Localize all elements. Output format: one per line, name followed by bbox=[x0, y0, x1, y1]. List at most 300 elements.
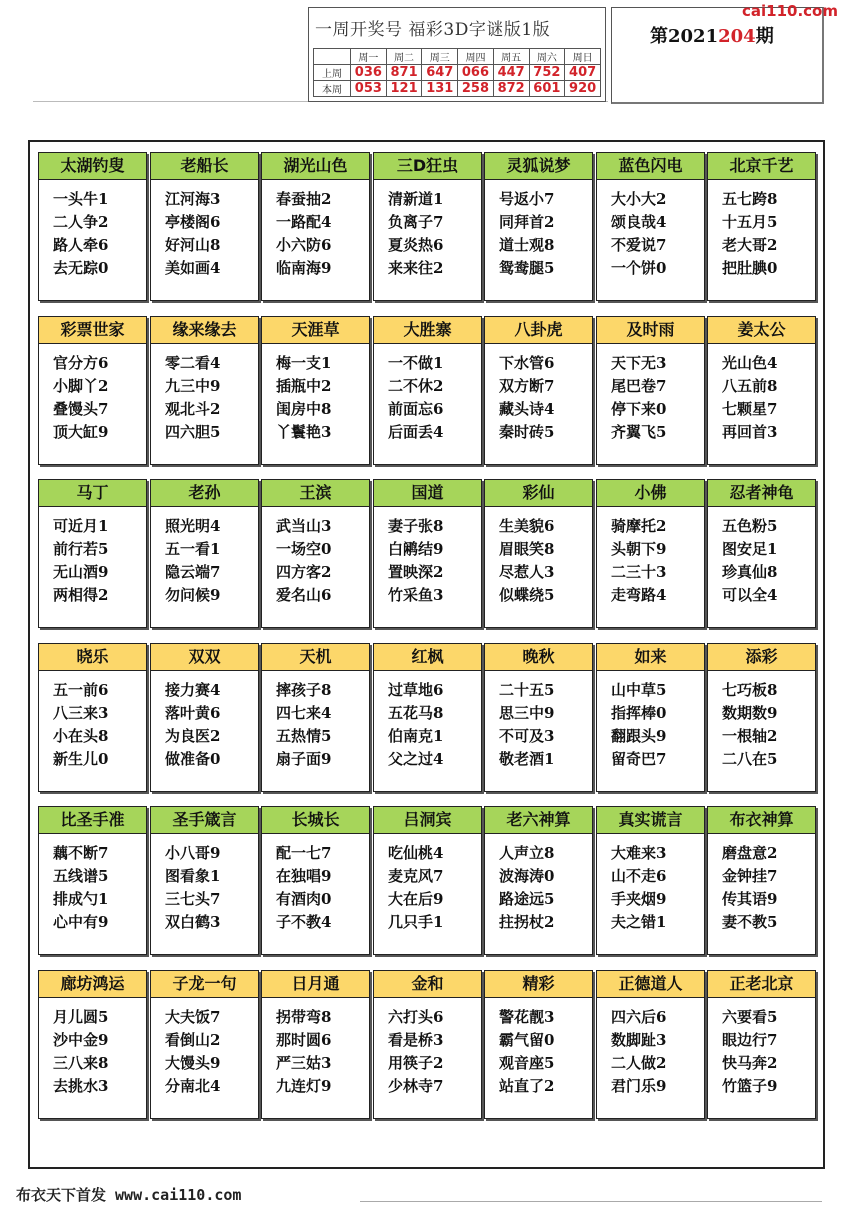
issue-prefix: 第2021 bbox=[650, 26, 719, 47]
card-body bbox=[374, 507, 481, 607]
card-body bbox=[262, 998, 369, 1098]
riddle-line: 二三十3 bbox=[611, 563, 667, 581]
riddle-line: 光山色4 bbox=[722, 354, 778, 372]
card-title: 老孙 bbox=[151, 480, 258, 507]
riddle-card bbox=[150, 479, 259, 628]
card-body bbox=[374, 998, 481, 1098]
riddle-line: 做准备0 bbox=[165, 750, 221, 768]
day-label: 周二 bbox=[386, 49, 422, 65]
riddle-line: 天下无3 bbox=[611, 354, 667, 372]
riddle-line: 临南海9 bbox=[276, 259, 332, 277]
riddle-line: 小在头8 bbox=[53, 727, 109, 745]
card-body bbox=[708, 344, 815, 444]
card-body bbox=[708, 507, 815, 607]
riddle-line: 严三姑3 bbox=[276, 1054, 332, 1072]
riddle-card bbox=[484, 479, 593, 628]
draw-number: 066 bbox=[458, 65, 494, 81]
riddle-line: 为良医2 bbox=[165, 727, 221, 745]
card-body bbox=[39, 507, 146, 607]
riddle-card bbox=[373, 152, 482, 301]
riddle-line: 七巧板8 bbox=[722, 681, 778, 699]
riddle-line: 藏头诗4 bbox=[499, 400, 555, 418]
riddle-card bbox=[38, 643, 147, 792]
riddle-card bbox=[484, 806, 593, 955]
weekly-draw-table bbox=[313, 48, 601, 97]
riddle-card bbox=[484, 316, 593, 465]
card-body bbox=[374, 344, 481, 444]
card-title: 老船长 bbox=[151, 153, 258, 180]
card-title: 彩仙 bbox=[485, 480, 592, 507]
riddle-line: 拐带弯8 bbox=[276, 1008, 332, 1026]
card-title: 北京千艺 bbox=[708, 153, 815, 180]
card-body bbox=[708, 671, 815, 771]
draw-number: 053 bbox=[351, 81, 387, 97]
card-body bbox=[151, 507, 258, 607]
riddle-line: 站直了2 bbox=[499, 1077, 555, 1095]
riddle-line: 一不做1 bbox=[388, 354, 444, 372]
riddle-line: 春蚕抽2 bbox=[276, 190, 332, 208]
riddle-line: 扇子面9 bbox=[276, 750, 332, 768]
riddle-line: 五七跨8 bbox=[722, 190, 778, 208]
riddle-line: 快马奔2 bbox=[722, 1054, 778, 1072]
card-title: 缘来缘去 bbox=[151, 317, 258, 344]
riddle-card bbox=[484, 970, 593, 1119]
riddle-line: 手夹烟9 bbox=[611, 890, 667, 908]
card-body bbox=[597, 344, 704, 444]
riddle-line: 颂良哉4 bbox=[611, 213, 667, 231]
riddle-line: 一头牛1 bbox=[53, 190, 109, 208]
riddle-line: 把肚腆0 bbox=[722, 259, 778, 277]
card-title: 八卦虎 bbox=[485, 317, 592, 344]
riddle-line: 一路配4 bbox=[276, 213, 332, 231]
riddle-line: 走弯路4 bbox=[611, 586, 667, 604]
riddle-card bbox=[150, 152, 259, 301]
riddle-line: 可近月1 bbox=[53, 517, 109, 535]
card-body bbox=[597, 834, 704, 934]
row-label-last-week: 上周 bbox=[314, 65, 351, 81]
card-title: 湖光山色 bbox=[262, 153, 369, 180]
riddle-line: 负离子7 bbox=[388, 213, 444, 231]
draw-number: 752 bbox=[529, 65, 565, 81]
riddle-line: 一根轴2 bbox=[722, 727, 778, 745]
riddle-line: 好河山8 bbox=[165, 236, 221, 254]
draw-number: 871 bbox=[386, 65, 422, 81]
riddle-line: 麦克风7 bbox=[388, 867, 444, 885]
riddle-line: 眼边行7 bbox=[722, 1031, 778, 1049]
riddle-line: 九三中9 bbox=[165, 377, 221, 395]
riddle-line: 两相得2 bbox=[53, 586, 109, 604]
riddle-line: 去挑水3 bbox=[53, 1077, 109, 1095]
riddle-line: 梅一支1 bbox=[276, 354, 332, 372]
riddle-line: 妻不教5 bbox=[722, 913, 778, 931]
riddle-line: 分南北4 bbox=[165, 1077, 221, 1095]
card-body bbox=[151, 998, 258, 1098]
riddle-line: 大小大2 bbox=[611, 190, 667, 208]
card-body bbox=[151, 834, 258, 934]
card-title: 比圣手准 bbox=[39, 807, 146, 834]
card-body bbox=[485, 507, 592, 607]
riddle-line: 那时圆6 bbox=[276, 1031, 332, 1049]
card-title: 彩票世家 bbox=[39, 317, 146, 344]
riddle-line: 五花马8 bbox=[388, 704, 444, 722]
card-body bbox=[262, 671, 369, 771]
riddle-line: 翻跟头9 bbox=[611, 727, 667, 745]
riddle-line: 指挥棒0 bbox=[611, 704, 667, 722]
riddle-card bbox=[150, 806, 259, 955]
riddle-card bbox=[373, 806, 482, 955]
card-title: 正老北京 bbox=[708, 971, 815, 998]
riddle-line: 后面丢4 bbox=[388, 423, 444, 441]
riddle-line: 伯南克1 bbox=[388, 727, 444, 745]
riddle-line: 白鹇结9 bbox=[388, 540, 444, 558]
draw-number: 121 bbox=[386, 81, 422, 97]
riddle-line: 接力赛4 bbox=[165, 681, 221, 699]
card-body bbox=[151, 671, 258, 771]
riddle-line: 前行若5 bbox=[53, 540, 109, 558]
riddle-line: 下水管6 bbox=[499, 354, 555, 372]
riddle-line: 竹采鱼3 bbox=[388, 586, 444, 604]
riddle-card bbox=[261, 479, 370, 628]
card-title: 真实谎言 bbox=[597, 807, 704, 834]
riddle-line: 君门乐9 bbox=[611, 1077, 667, 1095]
card-body bbox=[597, 671, 704, 771]
card-title: 国道 bbox=[374, 480, 481, 507]
riddle-card bbox=[261, 970, 370, 1119]
riddle-card bbox=[373, 643, 482, 792]
card-title: 马丁 bbox=[39, 480, 146, 507]
card-body bbox=[374, 180, 481, 280]
riddle-line: 三七头7 bbox=[165, 890, 221, 908]
issue-panel bbox=[611, 7, 824, 104]
riddle-line: 九连灯9 bbox=[276, 1077, 332, 1095]
riddle-line: 磨盘意2 bbox=[722, 844, 778, 862]
card-title: 三D狂虫 bbox=[374, 153, 481, 180]
riddle-line: 双白鹤3 bbox=[165, 913, 221, 931]
riddle-card bbox=[38, 806, 147, 955]
riddle-line: 数脚趾3 bbox=[611, 1031, 667, 1049]
riddle-line: 顶大缸9 bbox=[53, 423, 109, 441]
riddle-line: 二人做2 bbox=[611, 1054, 667, 1072]
riddle-line: 留奇巴7 bbox=[611, 750, 667, 768]
card-title: 老六神算 bbox=[485, 807, 592, 834]
card-title: 晓乐 bbox=[39, 644, 146, 671]
riddle-line: 山不走6 bbox=[611, 867, 667, 885]
riddle-line: 勿问候9 bbox=[165, 586, 221, 604]
riddle-line: 二十五5 bbox=[499, 681, 555, 699]
riddle-line: 夏炎热6 bbox=[388, 236, 444, 254]
riddle-line: 五色粉5 bbox=[722, 517, 778, 535]
riddle-line: 在独唱9 bbox=[276, 867, 332, 885]
issue-number bbox=[650, 22, 774, 48]
riddle-line: 插瓶中2 bbox=[276, 377, 332, 395]
card-title: 晚秋 bbox=[485, 644, 592, 671]
riddle-card bbox=[261, 152, 370, 301]
riddle-line: 二八在5 bbox=[722, 750, 778, 768]
draw-number: 036 bbox=[351, 65, 387, 81]
riddle-line: 零二看4 bbox=[165, 354, 221, 372]
card-title: 长城长 bbox=[262, 807, 369, 834]
riddle-line: 月儿圆5 bbox=[53, 1008, 109, 1026]
riddle-line: 尽惹人3 bbox=[499, 563, 555, 581]
riddle-line: 沙中金9 bbox=[53, 1031, 109, 1049]
riddle-line: 几只手1 bbox=[388, 913, 444, 931]
card-title: 圣手箴言 bbox=[151, 807, 258, 834]
riddle-line: 官分方6 bbox=[53, 354, 109, 372]
riddle-line: 小八哥9 bbox=[165, 844, 221, 862]
footer-credit: 布衣天下首发 www.cai110.com bbox=[16, 1186, 242, 1204]
card-body bbox=[597, 998, 704, 1098]
riddle-line: 亭楼阁6 bbox=[165, 213, 221, 231]
riddle-card bbox=[373, 316, 482, 465]
card-body bbox=[485, 344, 592, 444]
footer-divider bbox=[360, 1201, 822, 1202]
card-title: 正德道人 bbox=[597, 971, 704, 998]
riddle-card bbox=[596, 316, 705, 465]
card-title: 精彩 bbox=[485, 971, 592, 998]
card-title: 如来 bbox=[597, 644, 704, 671]
riddle-line: 五热情5 bbox=[276, 727, 332, 745]
riddle-card bbox=[707, 152, 816, 301]
riddle-line: 七颗星7 bbox=[722, 400, 778, 418]
riddle-line: 警花靓3 bbox=[499, 1008, 555, 1026]
card-body bbox=[262, 180, 369, 280]
riddle-card bbox=[596, 643, 705, 792]
riddle-line: 秦时砖5 bbox=[499, 423, 555, 441]
riddle-line: 少林寺7 bbox=[388, 1077, 444, 1095]
riddle-line: 号返小7 bbox=[499, 190, 555, 208]
card-title: 天机 bbox=[262, 644, 369, 671]
riddle-line: 珍真仙8 bbox=[722, 563, 778, 581]
riddle-line: 看是桥3 bbox=[388, 1031, 444, 1049]
card-body bbox=[485, 671, 592, 771]
issue-highlight: 204 bbox=[718, 26, 756, 47]
card-title: 廊坊鸿运 bbox=[39, 971, 146, 998]
card-title: 大胜寨 bbox=[374, 317, 481, 344]
riddle-line: 鸳鸯腿5 bbox=[499, 259, 555, 277]
riddle-line: 用筷子2 bbox=[388, 1054, 444, 1072]
riddle-line: 摔孩子8 bbox=[276, 681, 332, 699]
riddle-line: 四方客2 bbox=[276, 563, 332, 581]
riddle-line: 去无踪0 bbox=[53, 259, 109, 277]
riddle-line: 可以全4 bbox=[722, 586, 778, 604]
riddle-card bbox=[707, 806, 816, 955]
riddle-line: 爱名山6 bbox=[276, 586, 332, 604]
riddle-line: 眉眼笑8 bbox=[499, 540, 555, 558]
riddle-line: 尾巴卷7 bbox=[611, 377, 667, 395]
riddle-line: 五一前6 bbox=[53, 681, 109, 699]
riddle-line: 三八来8 bbox=[53, 1054, 109, 1072]
card-body bbox=[374, 834, 481, 934]
riddle-line: 观北斗2 bbox=[165, 400, 221, 418]
riddle-line: 大馒头9 bbox=[165, 1054, 221, 1072]
riddle-line: 吃仙桃4 bbox=[388, 844, 444, 862]
card-body bbox=[485, 998, 592, 1098]
riddle-card bbox=[261, 806, 370, 955]
riddle-line: 五线谱5 bbox=[53, 867, 109, 885]
riddle-line: 路途远5 bbox=[499, 890, 555, 908]
draw-number: 447 bbox=[493, 65, 529, 81]
riddle-line: 有酒肉0 bbox=[276, 890, 332, 908]
riddle-line: 小脚丫2 bbox=[53, 377, 109, 395]
card-title: 灵狐说梦 bbox=[485, 153, 592, 180]
riddle-line: 小六防6 bbox=[276, 236, 332, 254]
riddle-line: 夫之错1 bbox=[611, 913, 667, 931]
riddle-line: 心中有9 bbox=[53, 913, 109, 931]
riddle-line: 山中草5 bbox=[611, 681, 667, 699]
riddle-card bbox=[150, 316, 259, 465]
riddle-card bbox=[596, 806, 705, 955]
riddle-line: 看倒山2 bbox=[165, 1031, 221, 1049]
riddle-line: 清新道1 bbox=[388, 190, 444, 208]
riddle-line: 不爱说7 bbox=[611, 236, 667, 254]
riddle-line: 观音座5 bbox=[499, 1054, 555, 1072]
riddle-line: 老大哥2 bbox=[722, 236, 778, 254]
riddle-line: 置映深2 bbox=[388, 563, 444, 581]
card-body bbox=[39, 834, 146, 934]
riddle-line: 霸气留0 bbox=[499, 1031, 555, 1049]
riddle-line: 人声立8 bbox=[499, 844, 555, 862]
draw-number: 647 bbox=[422, 65, 458, 81]
riddle-line: 思三中9 bbox=[499, 704, 555, 722]
card-title: 太湖钓叟 bbox=[39, 153, 146, 180]
riddle-line: 二人争2 bbox=[53, 213, 109, 231]
riddle-line: 照光明4 bbox=[165, 517, 221, 535]
riddle-card bbox=[707, 643, 816, 792]
riddle-line: 隐云端7 bbox=[165, 563, 221, 581]
riddle-line: 新生儿0 bbox=[53, 750, 109, 768]
card-body bbox=[262, 507, 369, 607]
day-label: 周三 bbox=[422, 49, 458, 65]
card-title: 布衣神算 bbox=[708, 807, 815, 834]
riddle-card bbox=[484, 152, 593, 301]
day-label: 周五 bbox=[493, 49, 529, 65]
day-label: 周四 bbox=[458, 49, 494, 65]
card-body bbox=[485, 834, 592, 934]
riddle-line: 排成勺1 bbox=[53, 890, 109, 908]
riddle-line: 道士观8 bbox=[499, 236, 555, 254]
riddle-line: 子不教4 bbox=[276, 913, 332, 931]
weekly-draw-panel bbox=[308, 7, 606, 102]
riddle-card bbox=[596, 479, 705, 628]
card-title: 添彩 bbox=[708, 644, 815, 671]
riddle-card bbox=[38, 970, 147, 1119]
riddle-line: 二不休2 bbox=[388, 377, 444, 395]
riddle-line: 再回首3 bbox=[722, 423, 778, 441]
riddle-line: 双方断7 bbox=[499, 377, 555, 395]
riddle-line: 金钟挂7 bbox=[722, 867, 778, 885]
card-title: 日月通 bbox=[262, 971, 369, 998]
riddle-card bbox=[261, 316, 370, 465]
riddle-line: 八三来3 bbox=[53, 704, 109, 722]
riddle-line: 无山酒9 bbox=[53, 563, 109, 581]
card-body bbox=[39, 344, 146, 444]
day-label: 周日 bbox=[565, 49, 601, 65]
card-body bbox=[151, 180, 258, 280]
card-body bbox=[374, 671, 481, 771]
riddle-line: 来来往2 bbox=[388, 259, 444, 277]
card-body bbox=[39, 998, 146, 1098]
riddle-line: 叠馒头7 bbox=[53, 400, 109, 418]
card-body bbox=[39, 180, 146, 280]
riddle-line: 前面忘6 bbox=[388, 400, 444, 418]
card-title: 王滨 bbox=[262, 480, 369, 507]
card-body bbox=[708, 834, 815, 934]
riddle-line: 十五月5 bbox=[722, 213, 778, 231]
riddle-line: 落叶黄6 bbox=[165, 704, 221, 722]
riddle-line: 四七来4 bbox=[276, 704, 332, 722]
card-title: 吕洞宾 bbox=[374, 807, 481, 834]
riddle-card bbox=[261, 643, 370, 792]
riddle-line: 配一七7 bbox=[276, 844, 332, 862]
riddle-line: 一个饼0 bbox=[611, 259, 667, 277]
riddle-line: 一场空0 bbox=[276, 540, 332, 558]
riddle-card bbox=[707, 479, 816, 628]
riddle-card bbox=[373, 479, 482, 628]
riddle-card bbox=[596, 152, 705, 301]
riddle-line: 闺房中8 bbox=[276, 400, 332, 418]
draw-number: 872 bbox=[493, 81, 529, 97]
riddle-line: 妻子张8 bbox=[388, 517, 444, 535]
card-body bbox=[597, 180, 704, 280]
riddle-card bbox=[150, 643, 259, 792]
riddle-line: 大在后9 bbox=[388, 890, 444, 908]
header-title: 一周开奖号 福彩3D字谜版1版 bbox=[315, 20, 551, 40]
card-body bbox=[597, 507, 704, 607]
day-label: 周六 bbox=[529, 49, 565, 65]
riddle-line: 四六后6 bbox=[611, 1008, 667, 1026]
riddle-line: 敬老酒1 bbox=[499, 750, 555, 768]
riddle-card bbox=[484, 643, 593, 792]
card-body bbox=[151, 344, 258, 444]
draw-number: 131 bbox=[422, 81, 458, 97]
card-title: 忍者神龟 bbox=[708, 480, 815, 507]
riddle-line: 波海涛0 bbox=[499, 867, 555, 885]
riddle-card bbox=[707, 970, 816, 1119]
card-body bbox=[485, 180, 592, 280]
card-title: 及时雨 bbox=[597, 317, 704, 344]
day-label: 周一 bbox=[351, 49, 387, 65]
riddle-line: 大夫饭7 bbox=[165, 1008, 221, 1026]
card-title: 小佛 bbox=[597, 480, 704, 507]
riddle-line: 不可及3 bbox=[499, 727, 555, 745]
riddle-line: 路人牵6 bbox=[53, 236, 109, 254]
issue-suffix: 期 bbox=[755, 26, 774, 47]
riddle-line: 江河海3 bbox=[165, 190, 221, 208]
riddle-line: 八五前8 bbox=[722, 377, 778, 395]
draw-number: 920 bbox=[565, 81, 601, 97]
riddle-card bbox=[596, 970, 705, 1119]
card-body bbox=[708, 998, 815, 1098]
riddle-line: 齐翼飞5 bbox=[611, 423, 667, 441]
riddle-card bbox=[707, 316, 816, 465]
riddle-line: 传其语9 bbox=[722, 890, 778, 908]
card-title: 金和 bbox=[374, 971, 481, 998]
riddle-line: 图安足1 bbox=[722, 540, 778, 558]
riddle-line: 丫鬟艳3 bbox=[276, 423, 332, 441]
card-body bbox=[262, 344, 369, 444]
riddle-line: 数期数9 bbox=[722, 704, 778, 722]
card-body bbox=[708, 180, 815, 280]
riddle-line: 大难来3 bbox=[611, 844, 667, 862]
site-logo: cai110.com bbox=[742, 2, 838, 20]
draw-number: 258 bbox=[458, 81, 494, 97]
draw-number: 407 bbox=[565, 65, 601, 81]
card-body bbox=[262, 834, 369, 934]
riddle-line: 武当山3 bbox=[276, 517, 332, 535]
card-title: 双双 bbox=[151, 644, 258, 671]
riddle-line: 父之过4 bbox=[388, 750, 444, 768]
riddle-line: 同拜首2 bbox=[499, 213, 555, 231]
